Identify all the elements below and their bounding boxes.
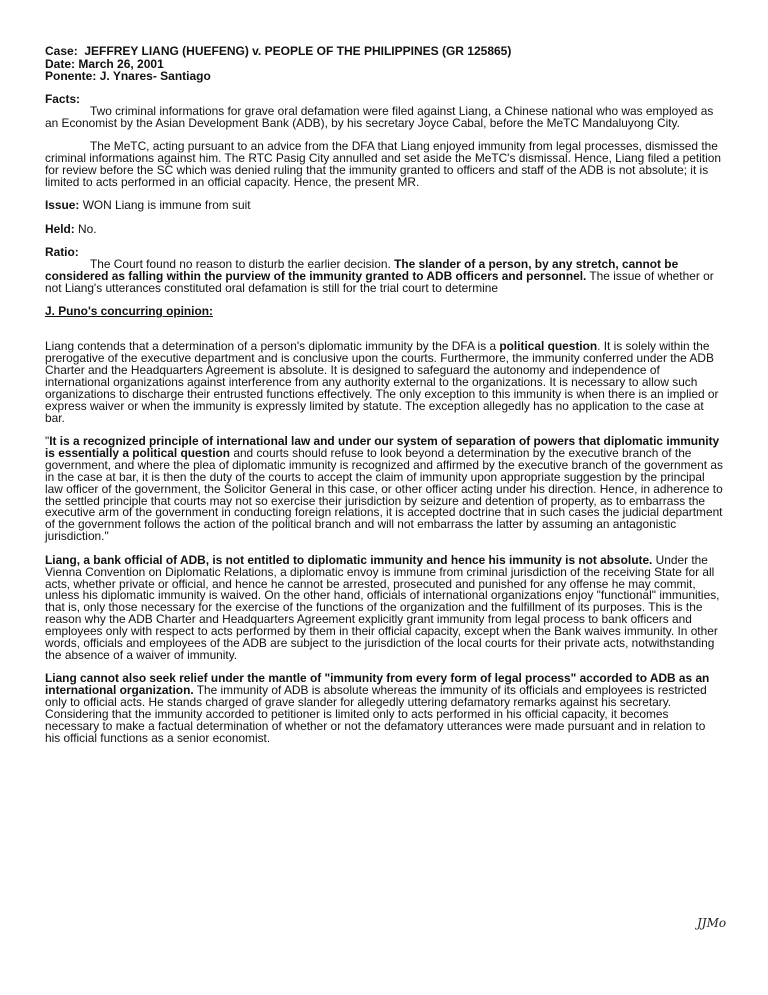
- facts-label: Facts:: [45, 92, 81, 106]
- case-line: Case: JEFFREY LIANG (HUEFENG) v. PEOPLE OF THE PHILIPPINES (GR 125865): [45, 44, 512, 58]
- document-page: [45, 45, 723, 745]
- ratio-paragraph: The Court found no reason to disturb the earlier decision. The slander of a person, by any stretch, cannot be considered as falling within the purview of the immunity granted to ADB officers and personnel. The issue of whether or not Liang's utterances constituted oral defamation is still for the trial court to determine: [45, 257, 714, 295]
- held-line: Held: No.: [45, 221, 97, 236]
- issue-text: WON Liang is immune from suit: [82, 198, 251, 213]
- ratio-holding: The slander of a person, by any stretch, cannot be considered as falling within the purview of the immunity granted to ADB officers and personnel.: [45, 257, 679, 283]
- puno-paragraph-2: "It is a recognized principle of international law and under our system of separation of powers that diplomatic immunity is essentially a political question and courts should refuse to look beyond a determination by the executive branch of the government, and where the plea of diplomatic immunity is recognized and affirmed by the executive branch of the government as in the case at bar, it is then the duty of the courts to accept the claim of immunity upon appropriate suggestion by the principal law officer of the government, the Solicitor General in this case, or other officer acting under his direction. Hence, in adherence to the settled principle that courts may not so exercise their jurisdiction by seizure and detention of property, as to embarrass the executive arm of the government in conducting foreign relations, it is accepted doctrine that in such cases the judicial department of the government follows the action of the political branch and will not embarrass the latter by assuming an antagonistic jurisdiction.": [45, 434, 723, 544]
- ponente-name: J. Ynares- Santiago: [99, 69, 211, 83]
- ponente-line: Ponente: J. Ynares- Santiago: [45, 69, 211, 83]
- handwritten-initials: JJMo: [697, 916, 727, 930]
- issue-line: Issue: WON Liang is immune from suit: [45, 198, 251, 213]
- date-line: Date: March 26, 2001: [45, 56, 164, 71]
- ratio-label: Ratio:: [45, 245, 79, 260]
- puno-paragraph-3: Liang, a bank official of ADB, is not entitled to diplomatic immunity and hence his immunity is not absolute. Under the Vienna Convention on Diplomatic Relations, a diplomatic envoy is immune from criminal jurisdiction of the receiving State for all acts, whether private or official, and hence he cannot be arrested, prosecuted and punished for any offense he may commit, unless his diplomatic immunity is waived. On the other hand, officials of international organizations enjoy "functional" immunities, that is, only those necessary for the exercise of the functions of the organization and the fulfillment of its purposes. This is the reason why the ADB Charter and Headquarters Agreement explicitly grant immunity from legal process to bank officers and employees only with respect to acts performed by them in their official capacity, except when the Bank waives immunity. In other words, officials and employees of the ADB are subject to the jurisdiction of the local courts for their private acts, notwithstanding the absence of a waiver of immunity.: [45, 552, 720, 662]
- case-header: [45, 45, 723, 83]
- puno-paragraph-1: Liang contends that a determination of a person's diplomatic immunity by the DFA is a political question. It is solely within the prerogative of the executive department and is conclusive upon the courts. Furthermore, the immunity conferred under the ADB Charter and the Headquarters Agreement is absolute. It is designed to safeguard the autonomy and independence of international organizations against interference from any authority external to the organizations. It is necessary to allow such organizations to discharge their entrusted functions effectively. The only exception to this immunity is when there is an implied or express waiver or when the immunity is expressly limited by statute. The exception allegedly has no application to the case at bar.: [45, 339, 719, 425]
- facts-paragraph-1: Two criminal informations for grave oral defamation were filed against Liang, a Chinese national who was employed as an Economist by the Asian Development Bank (ADB), by his secretary Joyce Cabal, before the MeTC Mandaluyong City.: [45, 103, 714, 130]
- facts-paragraph-2: The MeTC, acting pursuant to an advice from the DFA that Liang enjoyed immunity from legal processes, dismissed the criminal informations against him. The RTC Pasig City annulled and set aside the MeTC's dismissal. Hence, Liang filed a petition for review before the SC which was denied ruling that the immunity granted to officers and staff of the ADB is not absolute; it is limited to acts performed in an official capacity. Hence, the present MR.: [45, 139, 721, 189]
- puno-heading: J. Puno's concurring opinion:: [45, 304, 213, 319]
- puno-paragraph-4: Liang cannot also seek relief under the mantle of "immunity from every form of legal process" accorded to ADB as an international organization. The immunity of ADB is absolute whereas the immunity of its officials and employees is restricted only to official acts. He stands charged of grave slander for allegedly uttering defamatory remarks against his secretary. Considering that the immunity accorded to petitioner is limited only to acts performed in his official capacity, it becomes necessary to make a factual determination of whether or not the defamatory utterances were made pursuant and in relation to his official functions as a senior economist.: [45, 671, 710, 745]
- held-text: No.: [78, 221, 97, 236]
- case-title: JEFFREY LIANG (HUEFENG) v. PEOPLE OF THE PHILIPPINES (GR 125865): [84, 44, 512, 58]
- case-date: March 26, 2001: [78, 56, 164, 71]
